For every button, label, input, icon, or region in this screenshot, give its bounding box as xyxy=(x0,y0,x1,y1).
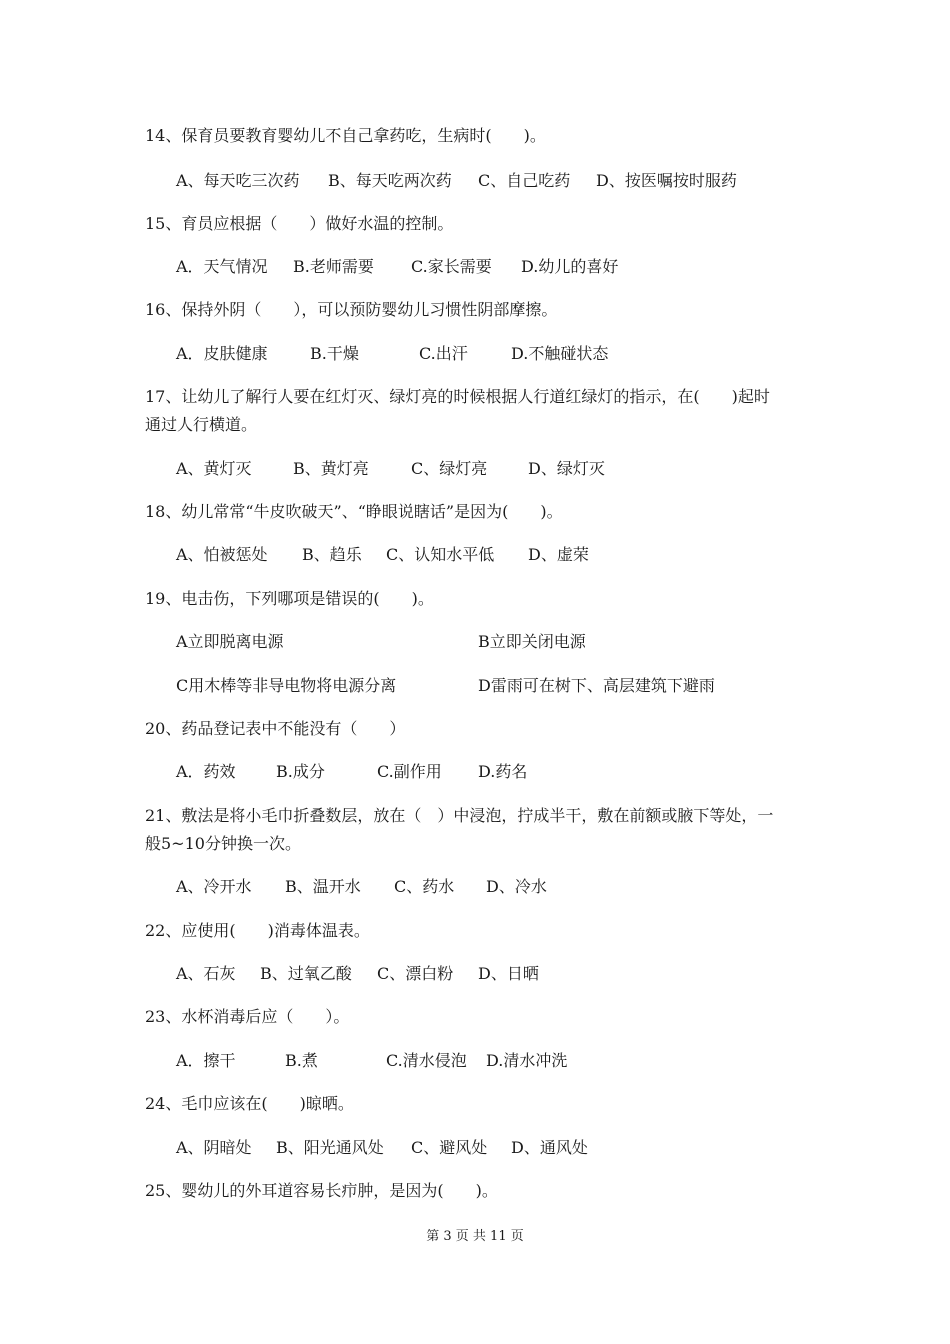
q20-option-a: A．药效 xyxy=(176,762,236,781)
q24-option-c: C、避风处 xyxy=(411,1138,488,1157)
q17-option-b: B、黄灯亮 xyxy=(293,459,369,478)
question-18: 18、幼儿常常“牛皮吹破天”、“睁眼说瞎话”是因为( )。 xyxy=(145,502,563,521)
question-23: 23、水杯消毒后应（ ）。 xyxy=(145,1007,350,1026)
q20-option-d: D.药名 xyxy=(478,762,528,781)
question-25: 25、婴幼儿的外耳道容易长疖肿，是因为( )。 xyxy=(145,1181,498,1200)
question-21-line-2: 般5~10分钟换一次。 xyxy=(145,834,301,853)
q18-option-c: C、认知水平低 xyxy=(386,545,495,564)
page-footer: 第 3 页 共 11 页 xyxy=(426,1229,524,1244)
q14-option-d: D、按医嘱按时服药 xyxy=(596,171,737,190)
question-24: 24、毛巾应该在( )晾晒。 xyxy=(145,1094,354,1113)
q23-option-b: B.煮 xyxy=(285,1051,318,1070)
q15-option-c: C.家长需要 xyxy=(411,257,492,276)
q14-option-c: C、自己吃药 xyxy=(478,171,571,190)
question-14: 14、保育员要教育婴幼儿不自己拿药吃，生病时( )。 xyxy=(145,126,546,145)
q15-option-b: B.老师需要 xyxy=(293,257,374,276)
q14-option-b: B、每天吃两次药 xyxy=(328,171,452,190)
q23-option-d: D.清水冲洗 xyxy=(486,1051,568,1070)
question-17-line-2: 通过人行横道。 xyxy=(145,415,258,434)
q21-option-a: A、冷开水 xyxy=(176,877,252,896)
question-17-line-1: 17、让幼儿了解行人要在红灯灭、绿灯亮的时候根据人行道红绿灯的指示，在( )起时 xyxy=(145,387,770,406)
q24-option-b: B、阳光通风处 xyxy=(276,1138,384,1157)
q21-option-b: B、温开水 xyxy=(285,877,361,896)
q19-option-a: A立即脱离电源 xyxy=(176,632,284,651)
q17-option-c: C、绿灯亮 xyxy=(411,459,488,478)
q19-option-c: C用木棒等非导电物将电源分离 xyxy=(176,676,397,695)
q17-option-d: D、绿灯灭 xyxy=(528,459,605,478)
q21-option-d: D、冷水 xyxy=(486,877,547,896)
q24-option-d: D、通风处 xyxy=(511,1138,588,1157)
q18-option-a: A、怕被惩处 xyxy=(176,545,268,564)
q19-option-d: D雷雨可在树下、高层建筑下避雨 xyxy=(478,676,715,695)
question-16: 16、保持外阴（ ），可以预防婴幼儿习惯性阴部摩擦。 xyxy=(145,300,558,319)
q21-option-c: C、药水 xyxy=(394,877,455,896)
q22-option-a: A、石灰 xyxy=(176,964,236,983)
question-22: 22、应使用( )消毒体温表。 xyxy=(145,921,370,940)
q18-option-d: D、虚荣 xyxy=(528,545,589,564)
q23-option-c: C.清水侵泡 xyxy=(386,1051,467,1070)
question-15: 15、育员应根据（ ）做好水温的控制。 xyxy=(145,214,454,233)
q22-option-b: B、过氧乙酸 xyxy=(260,964,352,983)
q20-option-c: C.副作用 xyxy=(377,762,442,781)
q14-option-a: A、每天吃三次药 xyxy=(176,171,300,190)
q18-option-b: B、趋乐 xyxy=(302,545,362,564)
question-19: 19、电击伤，下列哪项是错误的( )。 xyxy=(145,589,434,608)
q22-option-d: D、日晒 xyxy=(478,964,539,983)
q16-option-c: C.出汗 xyxy=(419,344,468,363)
q22-option-c: C、漂白粉 xyxy=(377,964,454,983)
q16-option-d: D.不触碰状态 xyxy=(511,344,609,363)
q16-option-a: A．皮肤健康 xyxy=(176,344,268,363)
q15-option-d: D.幼儿的喜好 xyxy=(521,257,619,276)
q24-option-a: A、阴暗处 xyxy=(176,1138,252,1157)
q23-option-a: A．擦干 xyxy=(176,1051,236,1070)
question-21-line-1: 21、敷法是将小毛巾折叠数层，放在（ ）中浸泡，拧成半干，敷在前额或腋下等处，一 xyxy=(145,806,774,825)
question-20: 20、药品登记表中不能没有（ ） xyxy=(145,719,406,738)
q15-option-a: A．天气情况 xyxy=(176,257,268,276)
q19-option-b: B立即关闭电源 xyxy=(478,632,586,651)
q17-option-a: A、黄灯灭 xyxy=(176,459,252,478)
q20-option-b: B.成分 xyxy=(276,762,325,781)
q16-option-b: B.干燥 xyxy=(310,344,359,363)
